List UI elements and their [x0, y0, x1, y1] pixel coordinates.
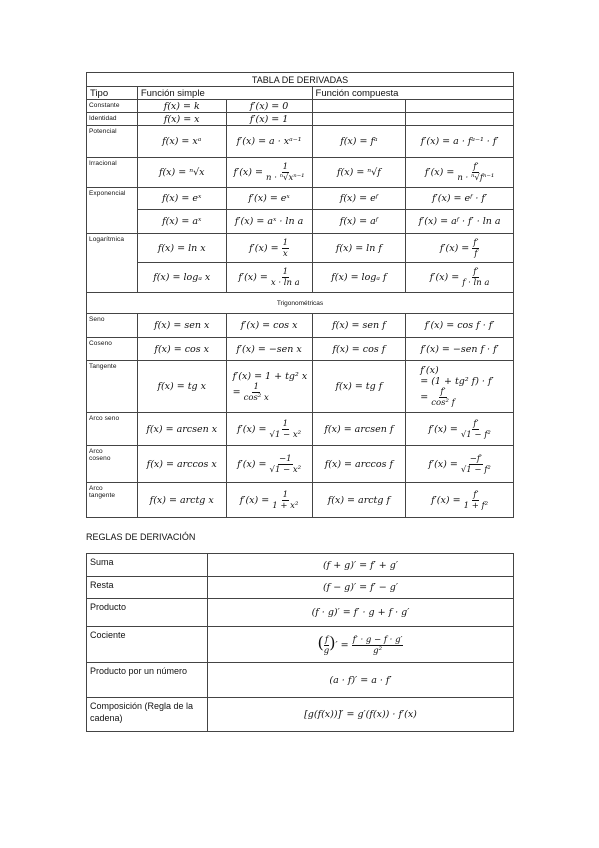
rules-table: [86, 553, 514, 732]
exponencial-f2: f(x) = aˣ: [137, 210, 226, 234]
potencial-dc: f′(x) = a · fᵃ⁻¹ · f′: [406, 126, 514, 158]
log-dc2: f′(x) = $\frac{f'}{\text{f · ln a}}$: [406, 263, 514, 293]
rule-label-producto-numero: Producto por un número: [87, 663, 208, 698]
exponencial-fc1: f(x) = eᶠ: [312, 188, 406, 210]
arcoseno-f: f(x) = arcsen x: [137, 413, 226, 446]
exponencial-f1: f(x) = eˣ: [137, 188, 226, 210]
coseno-d: f′(x) = −sen x: [226, 338, 312, 361]
irracional-dc: f′(x) = $\frac{f'}{\text{n · ⁿ√fⁿ⁻¹}}$: [406, 158, 514, 188]
row-label-arcocoseno: Arco coseno: [87, 446, 138, 483]
seno-dc: f′(x) = cos f · f′: [406, 314, 514, 338]
arcocoseno-dc: f′(x) = $\frac{-f'}{\text{√1 − f²}}$: [406, 446, 514, 483]
row-label-exponencial: Exponencial: [87, 188, 138, 234]
row-label-identidad: Identidad: [87, 113, 138, 126]
row-label-constante: Constante: [87, 100, 138, 113]
rule-formula-resta: (f − g)′ = f′ − g′: [208, 577, 514, 599]
log-fc1: f(x) = ln f: [312, 234, 406, 263]
arcoseno-fc: f(x) = arcsen f: [312, 413, 406, 446]
rule-label-suma: Suma: [87, 554, 208, 577]
constante-d: f′(x) = 0: [226, 100, 312, 113]
irracional-f: f(x) = ⁿ√x: [137, 158, 226, 188]
potencial-fc: f(x) = fᵃ: [312, 126, 406, 158]
arcoseno-dc: f′(x) = $\frac{f'}{\text{√1 − f²}}$: [406, 413, 514, 446]
irracional-d: f′(x) = $\frac{1}{\text{n · ⁿ√xⁿ⁻¹}}$: [226, 158, 312, 188]
exponencial-dc1: f′(x) = eᶠ · f′: [406, 188, 514, 210]
rule-formula-suma: (f + g)′ = f′ + g′: [208, 554, 514, 577]
log-fc2: f(x) = logₐ f: [312, 263, 406, 293]
arcotangente-d: f′(x) = $\frac{1}{\text{1 + x²}}$: [226, 483, 312, 518]
trig-header: Trigonométricas: [87, 293, 514, 314]
arcocoseno-f: f(x) = arccos x: [137, 446, 226, 483]
identidad-d: f′(x) = 1: [226, 113, 312, 126]
tangente-fc: f(x) = tg f: [312, 361, 406, 413]
potencial-f: f(x) = xᵃ: [137, 126, 226, 158]
constante-f: f(x) = k: [137, 100, 226, 113]
tangente-d: f′(x) = 1 + tg² x = $\frac{1}{\text{cos² x}}$: [226, 361, 312, 413]
row-label-potencial: Potencial: [87, 126, 138, 158]
log-f1: f(x) = ln x: [137, 234, 226, 263]
exponencial-d1: f′(x) = eˣ: [226, 188, 312, 210]
log-dc1: f′(x) = $\frac{f'}{f}$: [406, 234, 514, 263]
rule-formula-composicion: [g(f(x))]′ = g′(f(x)) · f′(x): [208, 698, 514, 732]
arcocoseno-fc: f(x) = arccos f: [312, 446, 406, 483]
seno-d: f′(x) = cos x: [226, 314, 312, 338]
rule-label-composicion: Composición (Regla de la cadena): [87, 698, 208, 732]
header-compuesta: Función compuesta: [312, 87, 513, 100]
seno-fc: f(x) = sen f: [312, 314, 406, 338]
log-d1: f′(x) = $\frac{1}{x}$: [226, 234, 312, 263]
log-d2: f′(x) = $\frac{1}{\text{x · ln a}}$: [226, 263, 312, 293]
rule-label-producto: Producto: [87, 599, 208, 627]
exponencial-dc2: f′(x) = aᶠ · f′ · ln a: [406, 210, 514, 234]
row-label-arcotangente: Arco tangente: [87, 483, 138, 518]
seno-f: f(x) = sen x: [137, 314, 226, 338]
rule-label-resta: Resta: [87, 577, 208, 599]
arcocoseno-d: f′(x) = $\frac{-1}{\text{√1 − x²}}$: [226, 446, 312, 483]
row-label-arcoseno: Arco seno: [87, 413, 138, 446]
coseno-f: f(x) = cos x: [137, 338, 226, 361]
header-simple: Función simple: [137, 87, 312, 100]
arcotangente-dc: f′(x) = $\frac{f'}{\text{1 + f²}}$: [406, 483, 514, 518]
row-label-seno: Seno: [87, 314, 138, 338]
tangente-dc: f′(x) = (1 + tg² f) · f′ = $\frac{f'}{\text{cos² f}}$: [406, 361, 514, 413]
row-label-tangente: Tangente: [87, 361, 138, 413]
row-label-logaritmica: Logarítmica: [87, 234, 138, 293]
identidad-f: f(x) = x: [137, 113, 226, 126]
arcotangente-f: f(x) = arctg x: [137, 483, 226, 518]
coseno-fc: f(x) = cos f: [312, 338, 406, 361]
rule-formula-producto-numero: (a · f)′ = a · f′: [208, 663, 514, 698]
irracional-fc: f(x) = ⁿ√f: [312, 158, 406, 188]
arcotangente-fc: f(x) = arctg f: [312, 483, 406, 518]
rules-title: REGLAS DE DERIVACIÓN: [86, 532, 196, 542]
exponencial-fc2: f(x) = aᶠ: [312, 210, 406, 234]
row-label-coseno: Coseno: [87, 338, 138, 361]
arcoseno-d: f′(x) = $\frac{1}{\text{√1 − x²}}$: [226, 413, 312, 446]
table-title: TABLA DE DERIVADAS: [87, 73, 514, 87]
header-tipo: Tipo: [87, 87, 138, 100]
tangente-f: f(x) = tg x: [137, 361, 226, 413]
rule-label-cociente: Cociente: [87, 627, 208, 663]
potencial-d: f′(x) = a · xᵃ⁻¹: [226, 126, 312, 158]
row-label-irracional: Irracional: [87, 158, 138, 188]
derivatives-table: [86, 72, 514, 518]
rule-formula-cociente: ( $\frac{f}{g}$ )′ = $\frac{f' \cdot g - f \cdot g'}{\text{g²}}$: [208, 627, 514, 663]
exponencial-d2: f′(x) = aˣ · ln a: [226, 210, 312, 234]
coseno-dc: f′(x) = −sen f · f′: [406, 338, 514, 361]
log-f2: f(x) = logₐ x: [137, 263, 226, 293]
rule-formula-producto: (f · g)′ = f′ · g + f · g′: [208, 599, 514, 627]
